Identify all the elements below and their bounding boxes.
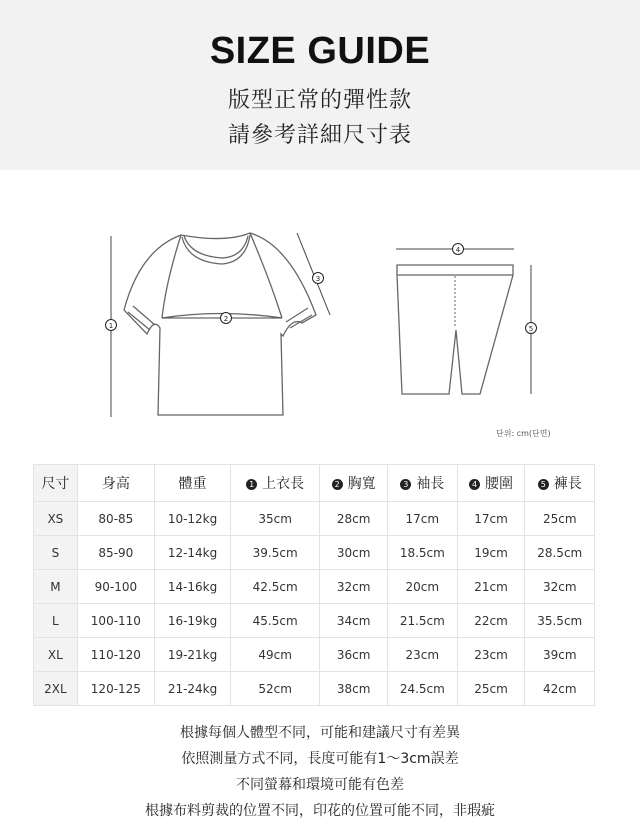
- table-cell: 90-100: [77, 570, 154, 604]
- table-cell: 25cm: [525, 502, 595, 536]
- marker-4: 4: [455, 246, 461, 254]
- note-line: 依照測量方式不同，長度可能有1〜3cm誤差: [181, 751, 459, 767]
- marker-1-badge: 1: [246, 479, 257, 490]
- size-table-body: [34, 502, 595, 706]
- header-sleeve-length: 3 袖長: [388, 465, 457, 502]
- table-cell: 18.5cm: [388, 536, 457, 570]
- table-cell: 25cm: [457, 672, 525, 706]
- table-cell: 21cm: [457, 570, 525, 604]
- note-line: 不同螢幕和環境可能有色差: [236, 777, 404, 793]
- table-cell: 17cm: [457, 502, 525, 536]
- table-cell: 38cm: [320, 672, 388, 706]
- header-height: 身高: [77, 465, 154, 502]
- header-chest-width: 2 胸寬: [320, 465, 388, 502]
- fit-description: 版型正常的彈性款: [227, 88, 412, 113]
- header-size: 尺寸: [34, 465, 78, 502]
- table-cell: XS: [34, 502, 78, 536]
- table-row: [34, 502, 595, 536]
- table-row: [34, 672, 595, 706]
- table-cell: 28cm: [320, 502, 388, 536]
- header-waist: 4 腰圍: [457, 465, 525, 502]
- table-cell: 110-120: [77, 638, 154, 672]
- marker-1: 1: [108, 322, 114, 330]
- table-cell: 23cm: [388, 638, 457, 672]
- note-line: 根據每個人體型不同，可能和建議尺寸有差異: [180, 725, 460, 741]
- table-cell: 52cm: [231, 672, 320, 706]
- header-weight: 體重: [154, 465, 230, 502]
- table-cell: 32cm: [320, 570, 388, 604]
- header-banner: [0, 0, 640, 170]
- table-cell: 49cm: [231, 638, 320, 672]
- table-cell: 32cm: [525, 570, 595, 604]
- table-cell: 35cm: [231, 502, 320, 536]
- marker-3-badge: 3: [400, 479, 411, 490]
- header-pants-length: 5 褲長: [525, 465, 595, 502]
- table-cell: 39.5cm: [231, 536, 320, 570]
- table-cell: 42.5cm: [231, 570, 320, 604]
- table-cell: 45.5cm: [231, 604, 320, 638]
- table-cell: XL: [34, 638, 78, 672]
- table-row: [34, 536, 595, 570]
- page-title: SIZE GUIDE: [209, 30, 431, 72]
- reference-note: 請參考詳細尺寸表: [227, 123, 412, 148]
- table-cell: 120-125: [77, 672, 154, 706]
- marker-5: 5: [528, 325, 534, 333]
- table-cell: 24.5cm: [388, 672, 457, 706]
- table-cell: 10-12kg: [154, 502, 230, 536]
- table-row: [34, 638, 595, 672]
- unit-note: 단위: cm(단면): [496, 429, 551, 438]
- table-cell: 28.5cm: [525, 536, 595, 570]
- table-cell: 16-19kg: [154, 604, 230, 638]
- marker-5-badge: 5: [538, 479, 549, 490]
- table-cell: 21-24kg: [154, 672, 230, 706]
- marker-2-badge: 2: [332, 479, 343, 490]
- table-header-row: [34, 465, 595, 502]
- table-cell: 2XL: [34, 672, 78, 706]
- table-cell: 80-85: [77, 502, 154, 536]
- table-cell: 36cm: [320, 638, 388, 672]
- table-cell: 12-14kg: [154, 536, 230, 570]
- tshirt-illustration: [124, 233, 316, 415]
- table-cell: 21.5cm: [388, 604, 457, 638]
- table-cell: 19-21kg: [154, 638, 230, 672]
- table-cell: 19cm: [457, 536, 525, 570]
- table-cell: M: [34, 570, 78, 604]
- table-cell: 100-110: [77, 604, 154, 638]
- table-cell: 39cm: [525, 638, 595, 672]
- table-cell: 22cm: [457, 604, 525, 638]
- table-cell: 42cm: [525, 672, 595, 706]
- table-cell: L: [34, 604, 78, 638]
- table-cell: 35.5cm: [525, 604, 595, 638]
- notes: [0, 720, 640, 824]
- table-cell: 23cm: [457, 638, 525, 672]
- header-top-length: 1 上衣長: [231, 465, 320, 502]
- table-row: [34, 570, 595, 604]
- table-cell: 14-16kg: [154, 570, 230, 604]
- table-cell: 17cm: [388, 502, 457, 536]
- table-cell: 20cm: [388, 570, 457, 604]
- size-table: [33, 464, 595, 706]
- garment-diagram: [0, 170, 640, 460]
- table-cell: 34cm: [320, 604, 388, 638]
- table-row: [34, 604, 595, 638]
- marker-2: 2: [223, 315, 229, 323]
- marker-3: 3: [315, 275, 321, 283]
- marker-4-badge: 4: [469, 479, 480, 490]
- table-cell: 85-90: [77, 536, 154, 570]
- shorts-illustration: [397, 265, 513, 394]
- table-cell: 30cm: [320, 536, 388, 570]
- table-cell: S: [34, 536, 78, 570]
- note-line: 根據布料剪裁的位置不同，印花的位置可能不同，非瑕疵: [145, 803, 495, 819]
